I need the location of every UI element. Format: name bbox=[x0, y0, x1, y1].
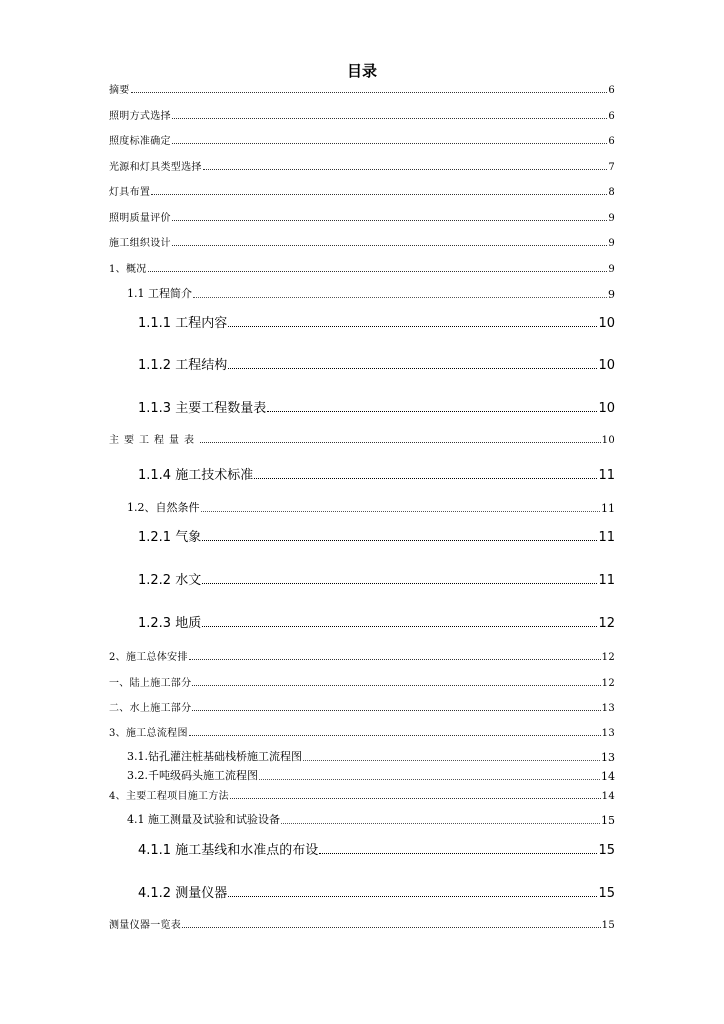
toc-entry-page: 10 bbox=[598, 316, 615, 331]
toc-entry-page: 12 bbox=[601, 678, 615, 689]
toc-entry[interactable] bbox=[138, 312, 615, 331]
toc-entry-title: 光源和灯具类型选择 bbox=[109, 162, 202, 173]
toc-entry-title: 4.1 施工测量及试验和试验设备 bbox=[127, 813, 280, 826]
toc-entry-title: 4.1.2 测量仪器 bbox=[138, 886, 228, 901]
toc-leader-dots bbox=[151, 193, 607, 195]
toc-entry-title: 1.2.2 水文 bbox=[138, 573, 202, 588]
toc-leader-dots bbox=[203, 168, 608, 170]
toc-entry-title: 1.2.3 地质 bbox=[138, 616, 202, 631]
toc-entry-page: 15 bbox=[598, 886, 615, 901]
toc-entry-title: 1.1.2 工程结构 bbox=[138, 358, 228, 373]
toc-entry-page: 13 bbox=[601, 728, 615, 739]
toc-entry-title: 摘要 bbox=[109, 85, 130, 96]
toc-leader-dots bbox=[202, 582, 597, 584]
toc-entry-page: 6 bbox=[608, 136, 615, 147]
toc-leader-dots bbox=[202, 539, 597, 541]
toc-entry[interactable] bbox=[109, 698, 615, 714]
toc-entry[interactable] bbox=[109, 157, 615, 173]
toc-entry-title: 灯具布置 bbox=[109, 187, 151, 198]
toc-entry-page: 13 bbox=[601, 751, 615, 764]
toc-leader-dots bbox=[267, 410, 597, 412]
toc-leader-dots bbox=[172, 142, 608, 144]
toc-entry-title: 测量仪器一览表 bbox=[109, 920, 182, 931]
toc-entry-page: 11 bbox=[598, 468, 615, 483]
toc-entry[interactable] bbox=[109, 647, 615, 663]
toc-entry[interactable] bbox=[109, 131, 615, 147]
toc-leader-dots bbox=[319, 852, 597, 854]
toc-entry-page: 13 bbox=[601, 703, 615, 714]
toc-entry-page: 6 bbox=[608, 85, 615, 96]
toc-entry-title: 3.2.千吨级码头施工流程图 bbox=[127, 769, 258, 782]
toc-entry-page: 10 bbox=[598, 358, 615, 373]
toc-leader-dots bbox=[172, 244, 608, 246]
toc-entry-page: 8 bbox=[608, 187, 615, 198]
toc-leader-dots bbox=[254, 477, 597, 479]
toc-entry-title: 2、施工总体安排 bbox=[109, 652, 188, 663]
toc-entry[interactable] bbox=[138, 839, 615, 858]
toc-entry-page: 14 bbox=[601, 770, 615, 783]
toc-entry-page: 15 bbox=[601, 814, 615, 827]
toc-entry[interactable] bbox=[138, 882, 615, 901]
toc-title: 目录 bbox=[346, 62, 377, 80]
toc-entry[interactable] bbox=[138, 612, 615, 631]
toc-entry-title: 一、陆上施工部分 bbox=[109, 678, 192, 689]
toc-leader-dots bbox=[202, 625, 597, 627]
toc-entry[interactable] bbox=[109, 430, 615, 446]
toc-entry[interactable] bbox=[109, 233, 615, 249]
toc-entry-title: 照度标准确定 bbox=[109, 136, 171, 147]
toc-leader-dots bbox=[193, 296, 607, 298]
toc-entry-title: 1.1.3 主要工程数量表 bbox=[138, 401, 267, 416]
toc-entry-page: 9 bbox=[608, 288, 615, 301]
toc-entry[interactable] bbox=[138, 569, 615, 588]
toc-leader-dots bbox=[192, 709, 600, 711]
toc-entry[interactable] bbox=[109, 80, 615, 96]
toc-leader-dots bbox=[230, 797, 601, 799]
toc-leader-dots bbox=[189, 734, 601, 736]
toc-entry-title: 主要工程量表 bbox=[109, 435, 199, 446]
toc-entry[interactable] bbox=[127, 766, 615, 783]
toc-entry[interactable] bbox=[127, 498, 615, 515]
toc-leader-dots bbox=[172, 117, 608, 119]
toc-leader-dots bbox=[228, 325, 597, 327]
toc-entry[interactable] bbox=[138, 354, 615, 373]
toc-entry-title: 照明方式选择 bbox=[109, 111, 171, 122]
toc-entry-page: 15 bbox=[601, 920, 615, 931]
toc-leader-dots bbox=[172, 219, 608, 221]
toc-leader-dots bbox=[228, 367, 597, 369]
toc-entry-page: 12 bbox=[601, 652, 615, 663]
toc-entry-page: 11 bbox=[598, 573, 615, 588]
toc-entry[interactable] bbox=[109, 915, 615, 931]
toc-leader-dots bbox=[131, 91, 608, 93]
toc-leader-dots bbox=[201, 510, 601, 512]
toc-entry-page: 10 bbox=[601, 435, 615, 446]
toc-entry-title: 3、施工总流程图 bbox=[109, 728, 188, 739]
toc-leader-dots bbox=[303, 759, 600, 761]
toc-entry-title: 1.2、自然条件 bbox=[127, 501, 200, 514]
toc-entry[interactable] bbox=[109, 723, 615, 739]
toc-entry[interactable] bbox=[109, 208, 615, 224]
toc-entry-page: 15 bbox=[598, 843, 615, 858]
toc-entry-title: 3.1.钻孔灌注桩基础栈桥施工流程图 bbox=[127, 750, 302, 763]
toc-entry-page: 6 bbox=[608, 111, 615, 122]
toc-entry[interactable] bbox=[109, 106, 615, 122]
toc-entry-title: 4.1.1 施工基线和水准点的布设 bbox=[138, 843, 319, 858]
toc-entry[interactable] bbox=[127, 747, 615, 764]
toc-entry[interactable] bbox=[138, 397, 615, 416]
toc-entry-page: 11 bbox=[601, 502, 615, 515]
toc-entry-page: 7 bbox=[608, 162, 615, 173]
toc-entry-page: 9 bbox=[608, 238, 615, 249]
toc-entry-title: 1.1 工程简介 bbox=[127, 287, 192, 300]
toc-entry-title: 施工组织设计 bbox=[109, 238, 171, 249]
toc-entry[interactable] bbox=[138, 464, 615, 483]
toc-leader-dots bbox=[189, 658, 601, 660]
toc-entry[interactable] bbox=[138, 526, 615, 545]
toc-entry-title: 4、主要工程项目施工方法 bbox=[109, 791, 229, 802]
toc-leader-dots bbox=[259, 778, 600, 780]
toc-entry-page: 9 bbox=[608, 264, 615, 275]
toc-entry-title: 1.2.1 气象 bbox=[138, 530, 202, 545]
toc-leader-dots bbox=[192, 684, 600, 686]
toc-entry[interactable] bbox=[109, 182, 615, 198]
toc-entry[interactable] bbox=[127, 810, 615, 827]
toc-entry-title: 1、概况 bbox=[109, 264, 147, 275]
toc-entry[interactable] bbox=[127, 284, 615, 301]
toc-entry-page: 9 bbox=[608, 213, 615, 224]
toc-entry-title: 二、水上施工部分 bbox=[109, 703, 192, 714]
toc-leader-dots bbox=[182, 926, 601, 928]
toc-leader-dots bbox=[281, 822, 600, 824]
toc-entry[interactable] bbox=[109, 786, 615, 802]
toc-entry-page: 14 bbox=[601, 791, 615, 802]
toc-entry-title: 1.1.4 施工技术标准 bbox=[138, 468, 254, 483]
toc-entry-title: 照明质量评价 bbox=[109, 213, 171, 224]
toc-entry-page: 12 bbox=[598, 616, 615, 631]
toc-entry-page: 11 bbox=[598, 530, 615, 545]
toc-leader-dots bbox=[200, 441, 601, 443]
toc-entry[interactable] bbox=[109, 259, 615, 275]
toc-entry[interactable] bbox=[109, 673, 615, 689]
toc-entry-page: 10 bbox=[598, 401, 615, 416]
toc-leader-dots bbox=[148, 270, 608, 272]
toc-entry-title: 1.1.1 工程内容 bbox=[138, 316, 228, 331]
toc-leader-dots bbox=[228, 895, 597, 897]
